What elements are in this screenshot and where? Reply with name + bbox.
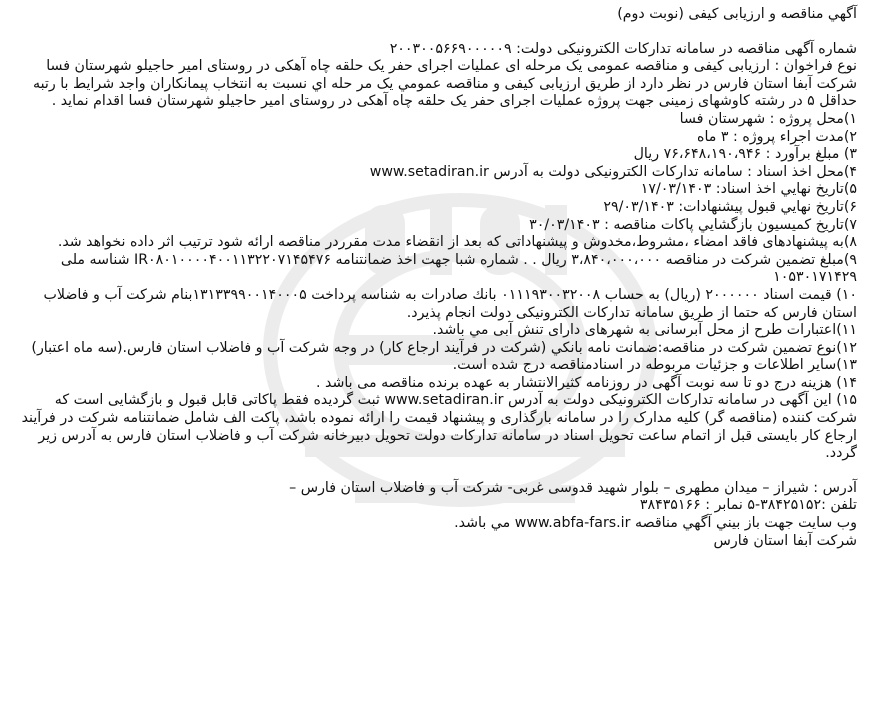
spacer — [10, 463, 857, 480]
phone: تلفن :۳۸۴۲۵۱۵۲-۵ نمابر : ۳۸۴۳۵۱۶۶ — [639, 497, 857, 514]
spacer — [10, 24, 857, 41]
intro-paragraph: شرکت آبفا استان فارس در نظر دارد از طريق ارزيابی کيفی و مناقصه عمومي يک مر حله اي نسبت به انتخاب پيمانکاران واجد شرايط با رتبه حداقل ۵ در رشته کاوشهای زمينی جهت پروژه عمليات اجرای حفر يک حلقه چاه آهکی در روستای امير حاجيلو شهرستان فسا اقدام نمايد . — [33, 75, 857, 110]
item-documents-deadline: ۵)تاريخ نهايي اخذ اسناد: ۱۷/۰۳/۱۴۰۳ — [640, 181, 857, 198]
item-documents-place: ۴)محل اخذ اسناد : سامانه تدارکات الکترونيکی دولت به آدرس www.setadiran.ir — [369, 163, 857, 180]
signature: شرکت آبفا استان فارس — [713, 532, 857, 549]
item-duration: ۲)مدت اجراء پروژه : ۳ ماه — [697, 128, 857, 145]
item-registration-note: ۱۵) اين آگهی در سامانه تدارکات الکترونيکی دولت به آدرس www.setadiran.ir ثبت گرديده فقط پاکاتی قابل قبول و بازگشايی است که شرکت کننده (مناقصه گر) کليه مدارک را در سامانه بارگذاری و پيشنهاد قيمت را ارائه نموده باشد، پاکت الف شامل ضمانتنامه شرکت در فرآيند ارجاع کار بايستی قبل از اتمام ساعت تحويل اسناد در سامانه تدارکات دولت تحويل دبيرخانه شرکت آب و فاضلاب استان فارس به آدرس زير گردد. — [21, 392, 857, 462]
item-ad-cost: ۱۴) هزينه درج دو تا سه نوبت آگهی در روزنامه کثيرالانتشار به عهده برنده مناقصه می باشد . — [316, 374, 857, 391]
item-guarantee-amount: ۹)مبلغ تضمين شرکت در مناقصه ۳،۸۴۰،۰۰۰،۰۰۰ ريال . . شماره شبا جهت اخذ ضمانتنامه IR۰۸۰۱۰۰۰۰۴۰۰۱۱۳۲۲۰۷۱۴۵۴۷۶ شناسه ملی ۱۰۵۳۰۱۷۱۴۲۹ — [60, 251, 857, 286]
item-other-info: ۱۳)ساير اطلاعات و جزئيات مربوطه در اسنادمناقصه درج شده است. — [452, 357, 857, 374]
item-proposal-deadline: ۶)تاريخ نهايي قبول پيشنهادات: ۲۹/۰۳/۱۴۰۳ — [603, 198, 857, 215]
item-guarantee-type: ۱۲)نوع تضمين شرکت در مناقصه:ضمانت نامه بانکي (شرکت در فرآيند ارجاع کار) در وجه شرکت آب و فاضلاب استان فارس.(سه ماه اعتبار) — [31, 339, 857, 356]
call-type: نوع فراخوان : ارزيابی کيفی و مناقصه عمومی يک مرحله ای عمليات اجرای حفر يک حلقه چاه آهکی در روستای امير حاجيلو شهرستان فسا — [46, 58, 857, 75]
tender-number: شماره آگهی مناقصه در سامانه تدارکات الکترونيکی دولت: ۲۰۰۳۰۰۵۶۶۹۰۰۰۰۰۹ — [389, 40, 857, 57]
item-funding: ۱۱)اعتبارات طرح از محل آبرسانی به شهرهای دارای تنش آبی مي باشد. — [432, 322, 857, 339]
item-opening-date: ۷)تاريخ كميسيون بازگشايي پاكات مناقصه : ۳۰/۰۳/۱۴۰۳ — [529, 216, 857, 233]
item-estimate: ۳) مبلغ برآورد : ۷۶،۶۴۸،۱۹۰،۹۴۶ ريال — [633, 146, 857, 163]
website: وب سايت جهت باز بيني آگهي مناقصه www.abfa-fars.ir مي باشد. — [454, 515, 857, 532]
address: آدرس : شيراز – ميدان مطهری – بلوار شهيد قدوسی غربی- شرکت آب و فاضلاب استان فارس – — [289, 479, 857, 496]
item-invalid-proposals: ۸)به پيشنهادهای فاقد امضاء ،مشروط،مخدوش و پيشنهاداتی که بعد از انقضاء مدت مقرردر مناقصه ارائه شود ترتيب اثر داده نخواهد شد. — [57, 234, 857, 251]
item-document-price: ۱۰) قيمت اسناد ۲۰۰۰۰۰۰ (ريال) به حساب ۰۱۱۱۹۳۰۰۳۲۰۰۸ بانك صادرات به شناسه پرداخت ۱۳۱۳۳۹۹۰۰۱۴۰۰۰۵بنام شرکت آب و فاضلاب استان فارس كه حتما از طريق سامانه تداركات الكترونيكی دولت انجام پذيرد. — [43, 286, 857, 321]
notice-title: آگهي مناقصه و ارزيابی کيفی (نوبت دوم) — [617, 6, 857, 22]
item-project-location: ۱)محل پروژه : شهرستان فسا — [679, 110, 857, 127]
